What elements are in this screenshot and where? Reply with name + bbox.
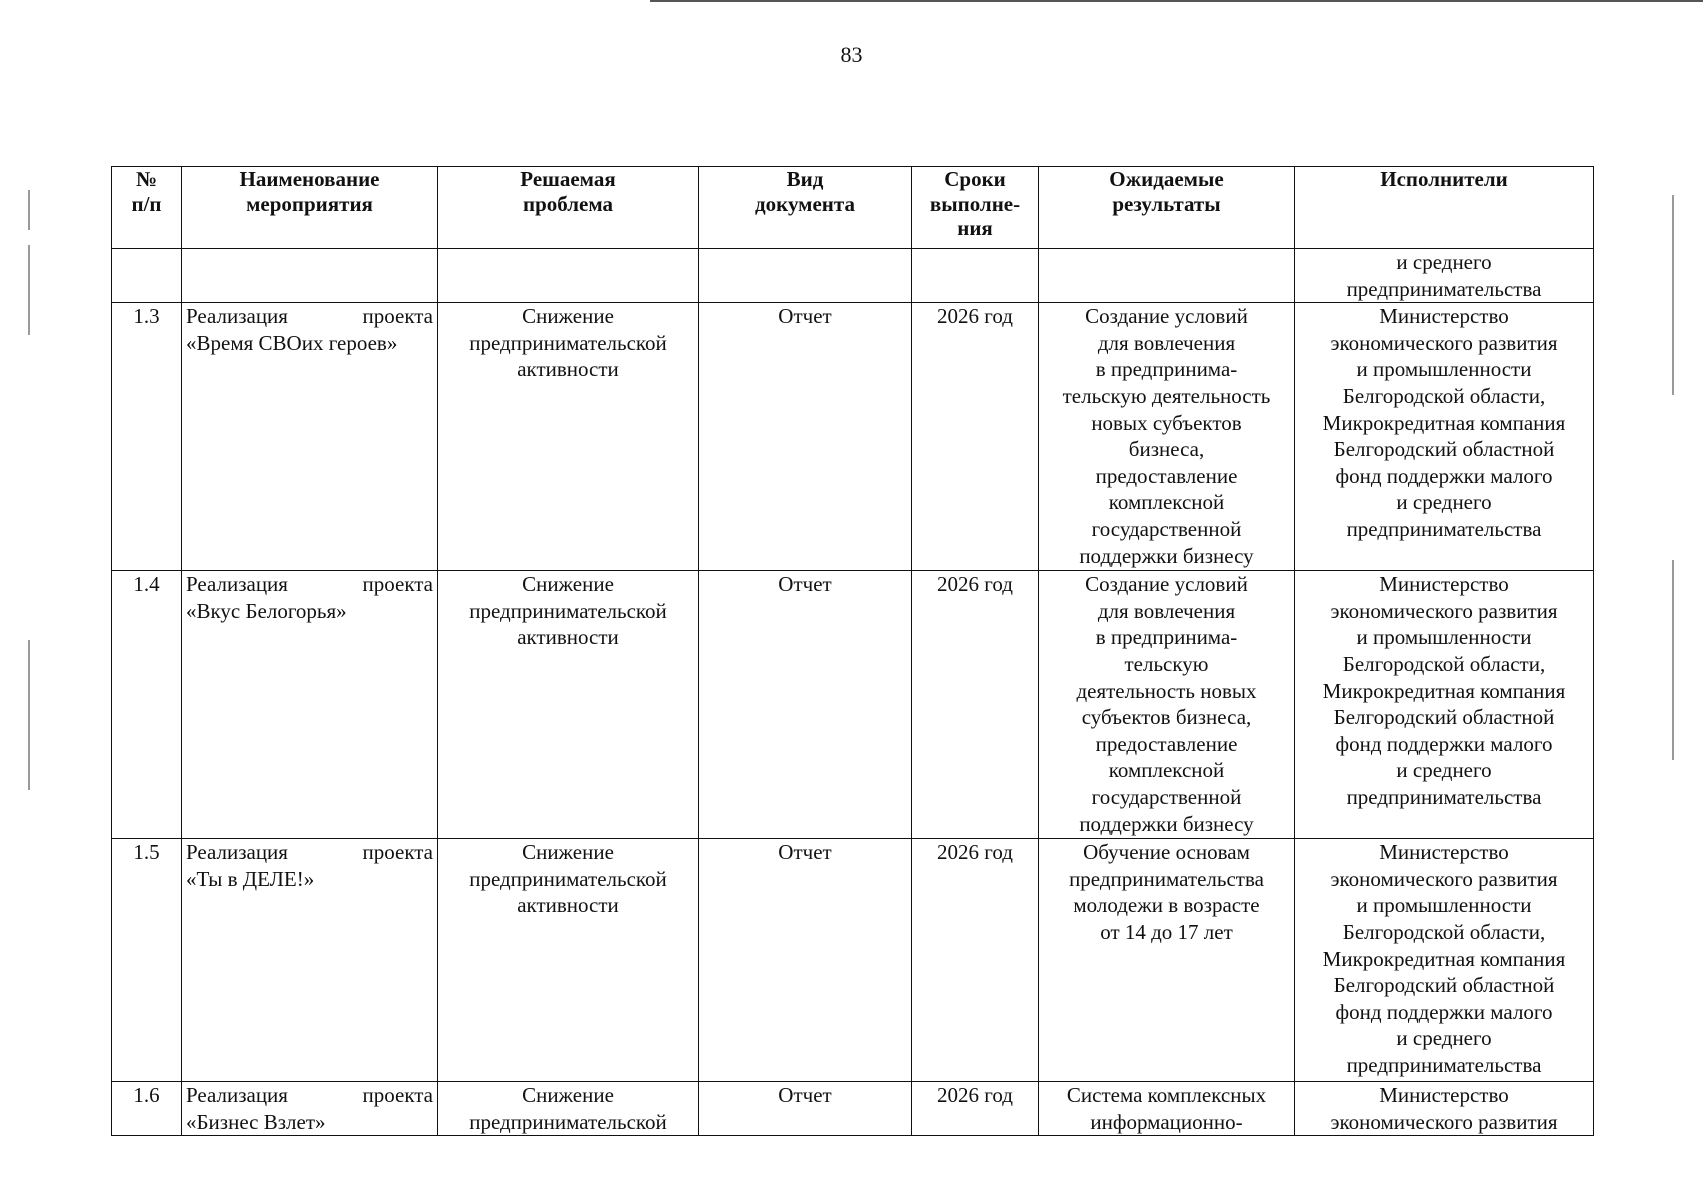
- cell-problem: Снижение предпринимательской активности: [438, 839, 699, 1082]
- cell-empty: [912, 249, 1039, 303]
- cell-problem: Снижение предпринимательской активности: [438, 303, 699, 571]
- cell-executors: Министерство экономического развития и промышленности Белгородской области, Микрокредитная компания Белгородский областной фонд поддержки малого и среднего предпринимательства: [1295, 303, 1594, 571]
- cell-expected-results: Создание условий для вовлечения в предпринима- тельскую деятельность новых субъектов бизнеса, предоставление комплексной государственной поддержки бизнесу: [1039, 303, 1295, 571]
- scan-margin-mark: [28, 245, 30, 335]
- scan-edge-line: [650, 0, 1703, 2]
- event-name-line1: Реализация проекта: [186, 840, 433, 865]
- header-expected-results: Ожидаемые результаты: [1039, 167, 1295, 249]
- scan-margin-mark: [28, 640, 30, 790]
- cell-document-type: Отчет: [699, 839, 912, 1082]
- table-row: [112, 839, 1594, 1082]
- cell-empty: [438, 249, 699, 303]
- cell-event-name: [182, 1082, 438, 1136]
- event-name-line2: «Ты в ДЕЛЕ!»: [186, 866, 315, 891]
- event-name-line2: «Бизнес Взлет»: [186, 1109, 326, 1134]
- scan-margin-mark: [1672, 560, 1674, 760]
- cell-empty: [699, 249, 912, 303]
- cell-document-type: Отчет: [699, 571, 912, 839]
- cell-document-type: Отчет: [699, 303, 912, 571]
- table-header-row: [112, 167, 1594, 249]
- cell-executors: Министерство экономического развития и промышленности Белгородской области, Микрокредитная компания Белгородский областной фонд поддержки малого и среднего предпринимательства: [1295, 839, 1594, 1082]
- cell-deadline: 2026 год: [912, 571, 1039, 839]
- scan-margin-mark: [28, 190, 30, 230]
- table-row: [112, 303, 1594, 571]
- cell-empty: [112, 249, 182, 303]
- header-deadline: Сроки выполне- ния: [912, 167, 1039, 249]
- event-name-line1: Реализация проекта: [186, 572, 433, 597]
- table-row: [112, 1082, 1594, 1136]
- header-event-name: Наименование мероприятия: [182, 167, 438, 249]
- cell-problem: Снижение предпринимательской активности: [438, 571, 699, 839]
- cell-event-name: [182, 571, 438, 839]
- header-number: № п/п: [112, 167, 182, 249]
- cell-executors: Министерство экономического развития и промышленности Белгородской области, Микрокредитная компания Белгородский областной фонд поддержки малого и среднего предпринимательства: [1295, 571, 1594, 839]
- cell-deadline: 2026 год: [912, 839, 1039, 1082]
- cell-expected-results: Обучение основам предпринимательства молодежи в возрасте от 14 до 17 лет: [1039, 839, 1295, 1082]
- header-executors: Исполнители: [1295, 167, 1594, 249]
- page-number: 83: [840, 42, 863, 67]
- event-name-line2: «Вкус Белогорья»: [186, 598, 347, 623]
- cell-executors: Министерство экономического развития: [1295, 1082, 1594, 1136]
- cell-number: 1.6: [112, 1082, 182, 1136]
- cell-empty: [182, 249, 438, 303]
- cell-deadline: 2026 год: [912, 303, 1039, 571]
- table-row: [112, 571, 1594, 839]
- table-row-continuation: [112, 249, 1594, 303]
- cell-expected-results: Создание условий для вовлечения в предпринима- тельскую деятельность новых субъектов бизнеса, предоставление комплексной государственной поддержки бизнесу: [1039, 571, 1295, 839]
- cell-expected-results: Система комплексных информационно-: [1039, 1082, 1295, 1136]
- cell-deadline: 2026 год: [912, 1082, 1039, 1136]
- event-name-line1: Реализация проекта: [186, 304, 433, 329]
- event-name-line2: «Время СВОих героев»: [186, 330, 398, 355]
- header-document-type: Вид документа: [699, 167, 912, 249]
- cell-number: 1.4: [112, 571, 182, 839]
- cell-document-type: Отчет: [699, 1082, 912, 1136]
- cell-problem: Снижение предпринимательской: [438, 1082, 699, 1136]
- cell-number: 1.5: [112, 839, 182, 1082]
- cell-number: 1.3: [112, 303, 182, 571]
- cell-event-name: [182, 303, 438, 571]
- scan-margin-mark: [1672, 195, 1674, 395]
- cell-empty: [1039, 249, 1295, 303]
- cell-executors: и среднего предпринимательства: [1295, 249, 1594, 303]
- activities-table: [111, 166, 1594, 1136]
- event-name-line1: Реализация проекта: [186, 1083, 433, 1108]
- cell-event-name: [182, 839, 438, 1082]
- header-problem: Решаемая проблема: [438, 167, 699, 249]
